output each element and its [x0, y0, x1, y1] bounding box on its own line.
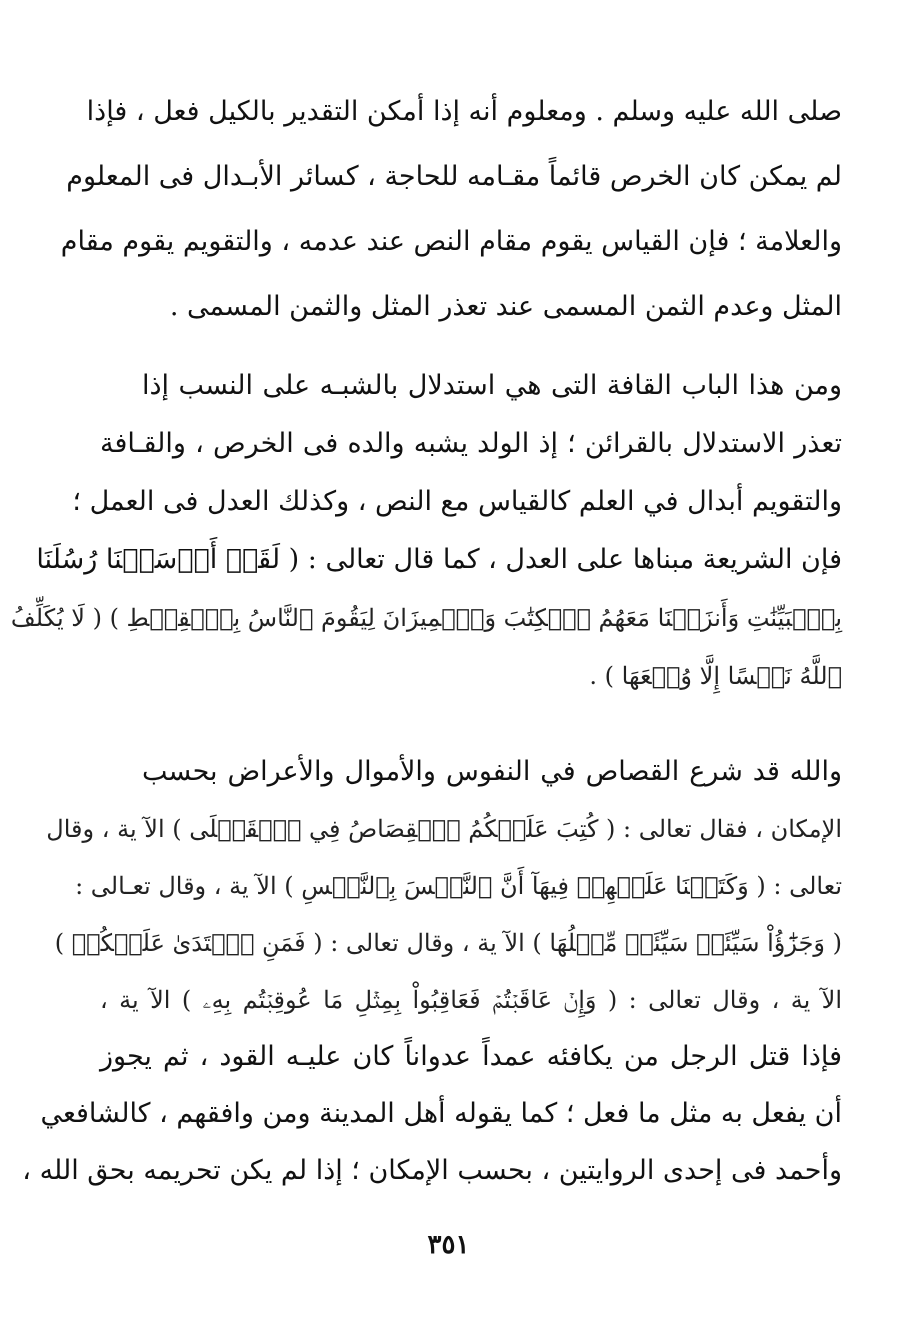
text-line: تعذر الاستدلال بالقرائن ؛ إذ الولد يشبه والده فى الخرص ، والقـافة	[100, 428, 842, 459]
text-line: والتقويم أبدال في العلم كالقياس مع النص ، وكذلك العدل فى العمل ؛	[72, 486, 842, 517]
text-line: وأحمد فى إحدى الروايتين ، بحسب الإمكان ؛ إذا لم يكن تحريمه بحق الله ،	[22, 1155, 842, 1186]
text-line: ( وَجَزَٰٓؤُاْ سَيِّئَةٖ سَيِّئَةٞ مِّثۡلُهَا ) الآ ية ، وقال تعالى : ( فَمَنِ ٱعۡتَدَىٰ عَلَيۡكُمۡ )	[54, 929, 842, 957]
quran-verse-line: ٱللَّهُ نَفۡسًا إِلَّا وُسۡعَهَا ) .	[589, 662, 842, 690]
text-line: لم يمكن كان الخرص قائماً مقـامه للحاجة ، كسائر الأبـدال فى المعلوم	[66, 161, 842, 192]
text-line: صلى الله عليه وسلم . ومعلوم أنه إذا أمكن التقدير بالكيل فعل ، فإذا	[86, 96, 842, 127]
text-line: فإن الشريعة مبناها على العدل ، كما قال تعالى : ( لَقَدۡ أَرۡسَلۡنَا رُسُلَنَا	[36, 544, 842, 575]
quran-verse-line: بِٱلۡبَيِّنَٰتِ وَأَنزَلۡنَا مَعَهُمُ ٱلۡكِتَٰبَ وَٱلۡمِيزَانَ لِيَقُومَ ٱلنَّاسُ بِٱلۡقِسۡطِ ) ( لَا يُكَلِّفُ	[10, 604, 842, 632]
text-line: والله قد شرع القصاص في النفوس والأموال والأعراض بحسب	[142, 756, 842, 787]
text-line: الآ ية ، وقال تعالى : ( وَإِنۡ عَاقَبۡتُمۡ فَعَاقِبُواْ بِمِثۡلِ مَا عُوقِبۡتُم بِهِۦ ) الآ ية ،	[100, 986, 842, 1014]
text-line: المثل وعدم الثمن المسمى عند تعذر المثل والثمن المسمى .	[169, 291, 842, 322]
text-line: والعلامة ؛ فإن القياس يقوم مقام النص عند عدمه ، والتقويم يقوم مقام	[60, 226, 842, 257]
text-line: أن يفعل به مثل ما فعل ؛ كما يقوله أهل المدينة ومن وافقهم ، كالشافعي	[40, 1098, 842, 1129]
text-line: ومن هذا الباب القافة التى هي استدلال بالشبـه على النسب إذا	[142, 370, 842, 401]
text-line: فإذا قتل الرجل من يكافئه عمداً عدواناً كان عليـه القود ، ثم يجوز	[100, 1041, 842, 1072]
page-number: ٣٥١	[427, 1230, 470, 1260]
text-line: تعالى : ( وَكَتَبۡنَا عَلَيۡهِمۡ فِيهَآ أَنَّ ٱلنَّفۡسَ بِٱلنَّفۡسِ ) الآ ية ، وقال تعـالى :	[75, 872, 842, 900]
text-line: الإمكان ، فقال تعالى : ( كُتِبَ عَلَيۡكُمُ ٱلۡقِصَاصُ فِي ٱلۡقَتۡلَى ) الآ ية ، وقال	[46, 815, 842, 843]
